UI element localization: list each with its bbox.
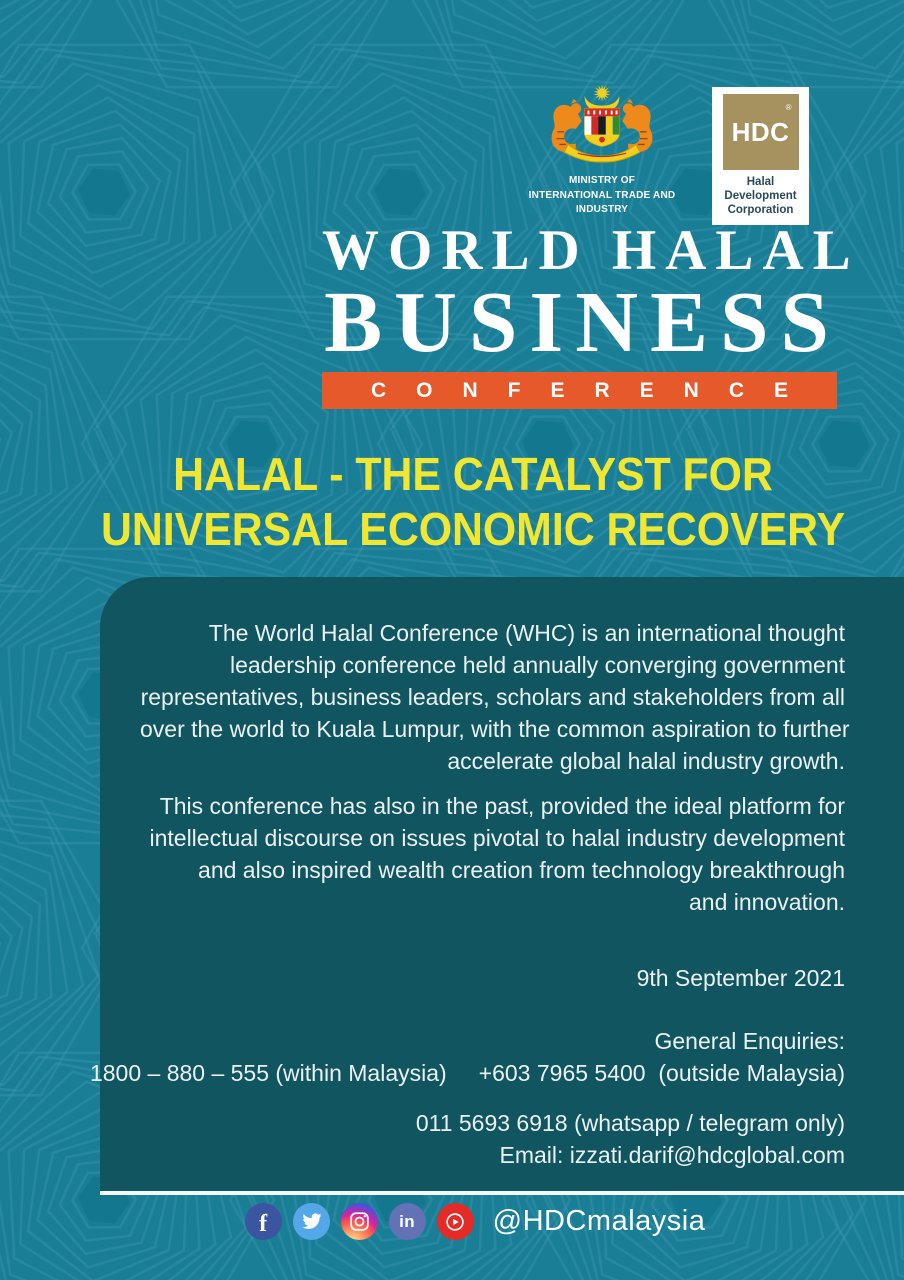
malaysia-coat-of-arms-icon (539, 84, 665, 170)
ministry-name-line2: INTERNATIONAL TRADE AND INDUSTRY (528, 189, 676, 215)
title-line1: WORLD HALAL (322, 219, 860, 282)
info-panel (89, 577, 904, 1191)
ministry-name (518, 174, 686, 218)
theme-line1: HALAL - THE CATALYST FOR (173, 448, 773, 500)
enquiries-label: General Enquiries: (654, 1028, 845, 1054)
instagram-icon (341, 1203, 378, 1240)
event-date: 9th September 2021 (636, 965, 845, 991)
tiger-left (552, 99, 582, 152)
theme-line2: UNIVERSAL ECONOMIC RECOVERY (100, 503, 845, 555)
linkedin-icon: in (389, 1203, 426, 1240)
ministry-name-line1: MINISTRY OF (568, 175, 636, 186)
panel-underline (100, 1191, 904, 1195)
hdc-acronym: HDC (731, 116, 790, 147)
about-paragraph-2: This conference has also in the past, provided the ideal platform for intellectual discourse on issues pivotal to halal industry development and also inspired wealth creation from technology breakthrough and innovation. (149, 793, 845, 915)
event-theme (72, 447, 874, 557)
ministry-logo (518, 84, 686, 218)
about-paragraph-1: The World Halal Conference (WHC) is an international thought leadership conference held annually converging government representatives, business leaders, scholars and stakeholders from all over the world to Kuala Lumpur, with the common aspiration to further accelerate global halal industry growth. (140, 620, 850, 774)
social-footer (0, 1203, 904, 1240)
youtube-icon (437, 1203, 474, 1240)
hdc-logo-square (723, 94, 799, 170)
enquiry-phone-numbers (89, 1057, 845, 1089)
twitter-icon (293, 1203, 330, 1240)
registered-mark: ® (785, 103, 792, 112)
phone-outside-malaysia: +603 7965 5400 (outside Malaysia) (478, 1060, 845, 1086)
social-handle: @HDCmalaysia (492, 1205, 706, 1237)
hdc-logo (712, 87, 809, 225)
title-line2: BUSINESS (324, 273, 841, 370)
shield (585, 109, 620, 147)
whatsapp-telegram-number: 011 5693 6918 (whatsapp / telegram only) (415, 1110, 845, 1136)
tiger-right (622, 99, 652, 152)
facebook-icon: f (245, 1203, 282, 1240)
conference-banner: CONFERENCE (322, 372, 837, 409)
contact-email: Email: izzati.darif@hdcglobal.com (499, 1142, 845, 1168)
phone-within-malaysia: 1800 – 880 – 555 (within Malaysia) (89, 1060, 447, 1086)
hdc-caption: Halal Development Corporation (724, 176, 797, 216)
